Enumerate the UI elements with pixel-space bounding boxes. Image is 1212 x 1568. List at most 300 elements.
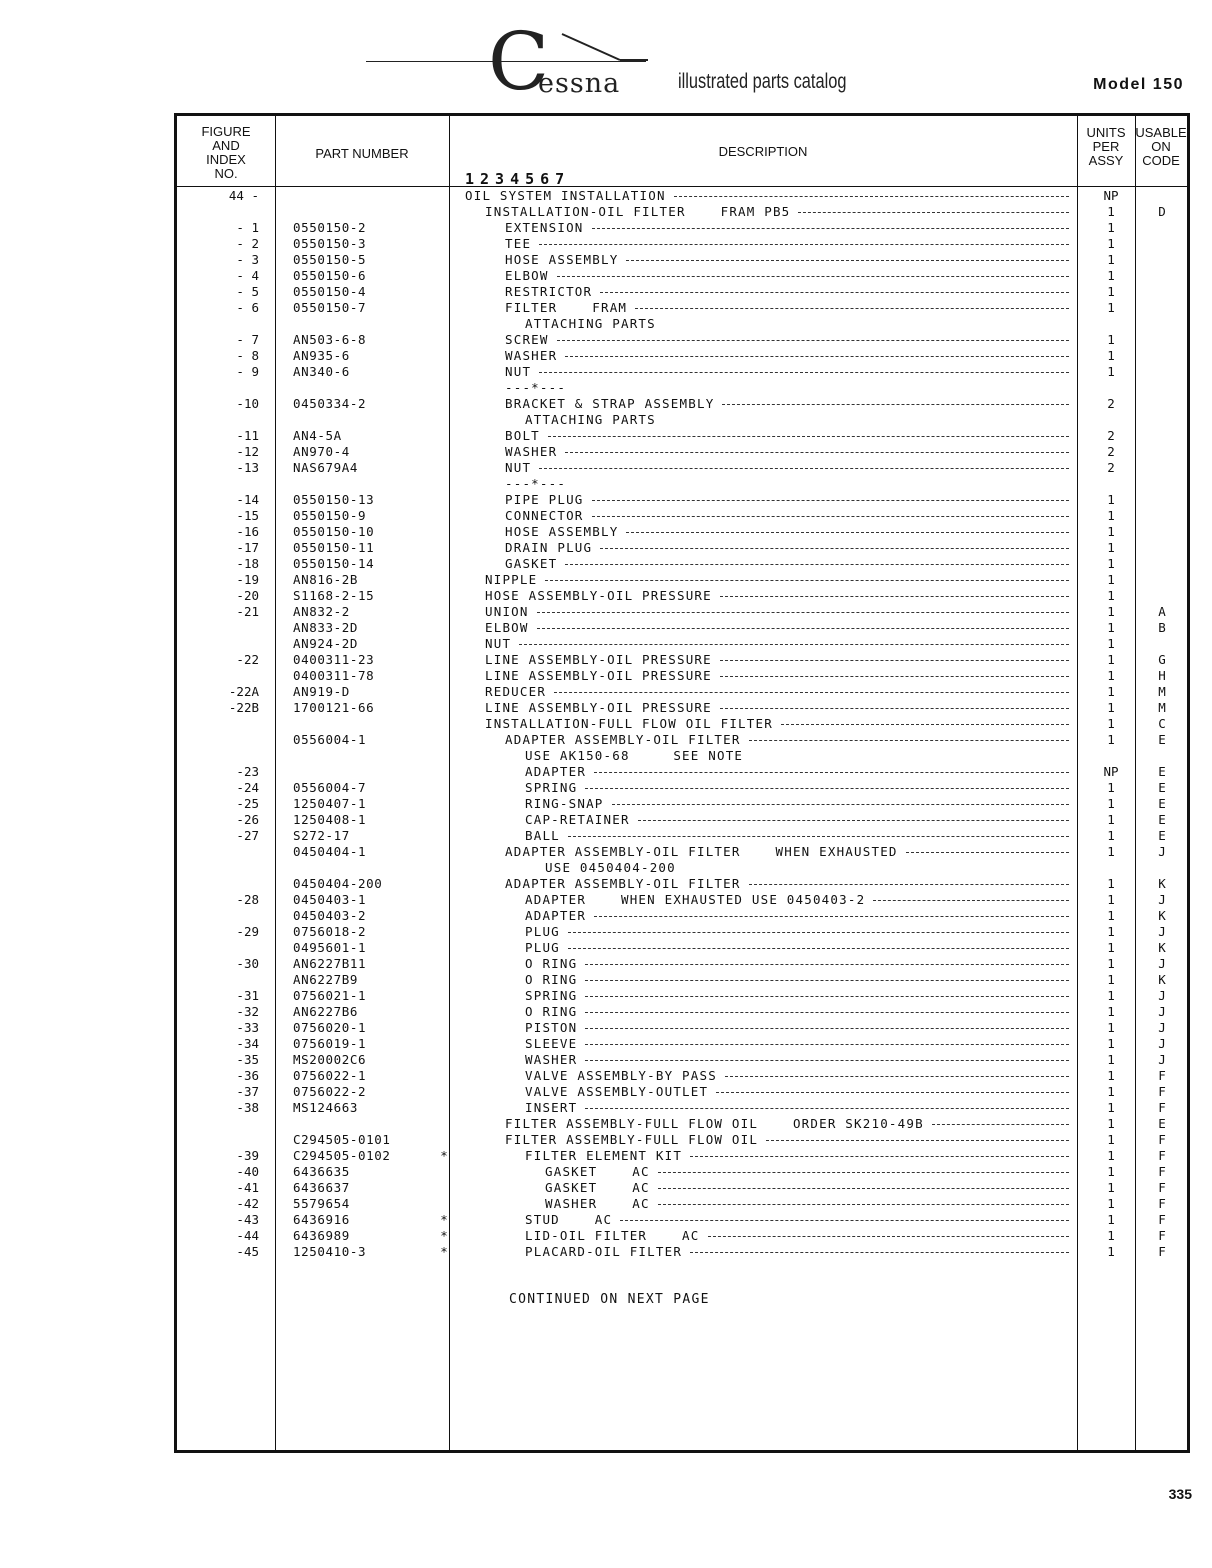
leader-dashes — [585, 788, 1069, 789]
header-line: ASSY — [1088, 153, 1124, 168]
table-row — [177, 380, 1187, 396]
usable-code: J — [1158, 924, 1166, 939]
usable-code: K — [1158, 908, 1166, 923]
description: WASHER AC — [545, 1196, 650, 1211]
description: WASHER — [505, 348, 558, 363]
units-per-assy: 1 — [1107, 588, 1115, 603]
leader-dashes — [565, 356, 1069, 357]
header-line: PER — [1092, 139, 1120, 154]
part-number: 1250407-1 — [293, 796, 367, 811]
usable-code: J — [1158, 1004, 1166, 1019]
description: RING-SNAP — [525, 796, 604, 811]
index-number: -40 — [236, 1164, 259, 1179]
index-number: -18 — [236, 556, 259, 571]
index-number: - 8 — [236, 348, 259, 363]
index-number: -14 — [236, 492, 259, 507]
part-number: MS124663 — [293, 1100, 359, 1115]
part-number: 0556004-1 — [293, 732, 367, 747]
leader-dashes — [658, 1204, 1069, 1205]
header-line: ON — [1151, 139, 1171, 154]
table-row — [177, 972, 1187, 988]
units-per-assy: 1 — [1107, 684, 1115, 699]
description: PLUG — [525, 940, 560, 955]
description: VALVE ASSEMBLY-BY PASS — [525, 1068, 717, 1083]
description: REDUCER — [485, 684, 547, 699]
index-number: -33 — [236, 1020, 259, 1035]
part-number: 6436637 — [293, 1180, 350, 1195]
units-per-assy: 1 — [1107, 844, 1115, 859]
part-number: 0550150-6 — [293, 268, 367, 283]
description: CAP-RETAINER — [525, 812, 630, 827]
table-row — [177, 876, 1187, 892]
part-number: 0550150-4 — [293, 284, 367, 299]
description: HOSE ASSEMBLY — [505, 252, 619, 267]
leader-dashes — [565, 452, 1069, 453]
description: FILTER ELEMENT KIT — [525, 1148, 683, 1163]
description: PLACARD-OIL FILTER — [525, 1244, 683, 1259]
leader-dashes — [638, 820, 1069, 821]
usable-code: J — [1158, 956, 1166, 971]
table-row — [177, 1100, 1187, 1116]
leader-dashes — [674, 196, 1069, 197]
leader-dashes — [798, 212, 1069, 213]
part-number: 0400311-23 — [293, 652, 375, 667]
part-number: 0550150-9 — [293, 508, 367, 523]
index-number: -42 — [236, 1196, 259, 1211]
description: NUT — [505, 364, 532, 379]
leader-dashes — [932, 1124, 1069, 1125]
description: BRACKET & STRAP ASSEMBLY — [505, 396, 715, 411]
units-per-assy: 1 — [1107, 556, 1115, 571]
table-row — [177, 748, 1187, 764]
table-row — [177, 348, 1187, 364]
header-line: USABLE — [1135, 125, 1187, 140]
catalog-title: illustrated parts catalog — [678, 70, 847, 93]
leader-dashes — [781, 724, 1069, 725]
units-per-assy: 1 — [1107, 492, 1115, 507]
units-per-assy: 1 — [1107, 972, 1115, 987]
table-row — [177, 252, 1187, 268]
model-label: Model 150 — [1093, 76, 1184, 93]
description: LID-OIL FILTER AC — [525, 1228, 700, 1243]
table-row — [177, 1084, 1187, 1100]
part-number: 0550150-3 — [293, 236, 367, 251]
usable-code: K — [1158, 876, 1166, 891]
indent-digits: 1234567 — [465, 170, 571, 188]
usable-code: M — [1158, 700, 1166, 715]
index-number: - 3 — [236, 252, 259, 267]
table-row — [177, 604, 1187, 620]
index-number: -11 — [236, 428, 259, 443]
table-row — [177, 780, 1187, 796]
description: HOSE ASSEMBLY-OIL PRESSURE — [485, 588, 712, 603]
part-number: AN6227B9 — [293, 972, 359, 987]
table-row — [177, 716, 1187, 732]
leader-dashes — [600, 548, 1069, 549]
leader-dashes — [716, 1092, 1069, 1093]
description: ELBOW — [505, 268, 549, 283]
description: GASKET — [505, 556, 558, 571]
usable-code: E — [1158, 828, 1166, 843]
leader-dashes — [635, 308, 1069, 309]
header-line: INDEX — [206, 152, 246, 167]
description: ELBOW — [485, 620, 529, 635]
units-per-assy: 1 — [1107, 524, 1115, 539]
part-number: 0550150-2 — [293, 220, 367, 235]
description: CONNECTOR — [505, 508, 584, 523]
leader-dashes — [749, 884, 1069, 885]
leader-dashes — [626, 260, 1069, 261]
units-per-assy: 1 — [1107, 1036, 1115, 1051]
leader-dashes — [612, 804, 1069, 805]
index-number: -38 — [236, 1100, 259, 1115]
part-number: NAS679A4 — [293, 460, 359, 475]
index-number: -35 — [236, 1052, 259, 1067]
description: INSERT — [525, 1100, 578, 1115]
header-line: FIGURE — [201, 124, 251, 139]
usable-code: F — [1158, 1196, 1166, 1211]
units-per-assy: 1 — [1107, 924, 1115, 939]
description: GASKET AC — [545, 1164, 650, 1179]
index-number: -28 — [236, 892, 259, 907]
index-number: -15 — [236, 508, 259, 523]
table-row — [177, 892, 1187, 908]
leader-dashes — [557, 276, 1069, 277]
description: PLUG — [525, 924, 560, 939]
index-number: -16 — [236, 524, 259, 539]
table-row — [177, 1116, 1187, 1132]
table-row — [177, 364, 1187, 380]
description: WASHER — [505, 444, 558, 459]
description: STUD AC — [525, 1212, 613, 1227]
leader-dashes — [720, 596, 1069, 597]
part-number: AN6227B11 — [293, 956, 367, 971]
table-row — [177, 1020, 1187, 1036]
star-marker: * — [440, 1228, 448, 1243]
part-number: 0556004-7 — [293, 780, 367, 795]
description: WASHER — [525, 1052, 578, 1067]
table-row — [177, 828, 1187, 844]
description: LINE ASSEMBLY-OIL PRESSURE — [485, 652, 712, 667]
units-per-assy: 1 — [1107, 1132, 1115, 1147]
units-per-assy: 1 — [1107, 300, 1115, 315]
leader-dashes — [585, 1012, 1069, 1013]
index-number: -17 — [236, 540, 259, 555]
logo-arrow-icon — [560, 30, 650, 66]
usable-code: E — [1158, 780, 1166, 795]
part-number: 0550150-14 — [293, 556, 375, 571]
units-per-assy: 1 — [1107, 636, 1115, 651]
usable-code: E — [1158, 796, 1166, 811]
units-per-assy: 1 — [1107, 1100, 1115, 1115]
description: ---*--- — [505, 380, 567, 395]
header-separator — [177, 186, 1187, 187]
description: FILTER FRAM — [505, 300, 628, 315]
table-row — [177, 316, 1187, 332]
index-number: -37 — [236, 1084, 259, 1099]
leader-dashes — [585, 996, 1069, 997]
leader-dashes — [658, 1188, 1069, 1189]
page-number: 335 — [1168, 1486, 1192, 1502]
usable-code: F — [1158, 1132, 1166, 1147]
leader-dashes — [539, 244, 1069, 245]
leader-dashes — [585, 1028, 1069, 1029]
parts-table — [174, 113, 1190, 1453]
leader-dashes — [626, 532, 1069, 533]
description: PISTON — [525, 1020, 578, 1035]
description: DRAIN PLUG — [505, 540, 593, 555]
leader-dashes — [720, 708, 1069, 709]
units-per-assy: 1 — [1107, 364, 1115, 379]
description: ATTACHING PARTS — [525, 412, 656, 427]
table-row — [177, 188, 1187, 204]
table-row — [177, 588, 1187, 604]
units-per-assy: 1 — [1107, 716, 1115, 731]
part-number: 6436989 — [293, 1228, 350, 1243]
part-number: 0450403-2 — [293, 908, 367, 923]
header-line: UNITS — [1086, 125, 1126, 140]
units-per-assy: 1 — [1107, 1244, 1115, 1259]
description: BALL — [525, 828, 560, 843]
table-row — [177, 1212, 1187, 1228]
usable-code: F — [1158, 1180, 1166, 1195]
units-per-assy: 1 — [1107, 1180, 1115, 1195]
index-number: -27 — [236, 828, 259, 843]
table-row — [177, 1132, 1187, 1148]
table-row — [177, 732, 1187, 748]
part-number: 0450404-200 — [293, 876, 383, 891]
units-per-assy: 1 — [1107, 540, 1115, 555]
table-row — [177, 1036, 1187, 1052]
units-per-assy: 1 — [1107, 1228, 1115, 1243]
leader-dashes — [594, 916, 1069, 917]
leader-dashes — [658, 1172, 1069, 1173]
table-row — [177, 1180, 1187, 1196]
units-per-assy: 1 — [1107, 252, 1115, 267]
table-row — [177, 460, 1187, 476]
index-number: -13 — [236, 460, 259, 475]
units-per-assy: 1 — [1107, 732, 1115, 747]
description: SCREW — [505, 332, 549, 347]
description: GASKET AC — [545, 1180, 650, 1195]
leader-dashes — [585, 980, 1069, 981]
leader-dashes — [906, 852, 1069, 853]
index-number: -29 — [236, 924, 259, 939]
description: VALVE ASSEMBLY-OUTLET — [525, 1084, 709, 1099]
table-row — [177, 1052, 1187, 1068]
description: ---*--- — [505, 476, 567, 491]
table-row — [177, 1068, 1187, 1084]
leader-dashes — [873, 900, 1069, 901]
part-number: AN970-4 — [293, 444, 350, 459]
leader-dashes — [725, 1076, 1069, 1077]
leader-dashes — [720, 676, 1069, 677]
part-number: 6436916 — [293, 1212, 350, 1227]
table-row — [177, 924, 1187, 940]
description: O RING — [525, 956, 578, 971]
index-number: -30 — [236, 956, 259, 971]
units-per-assy: 1 — [1107, 1196, 1115, 1211]
description: ADAPTER — [525, 764, 587, 779]
table-row — [177, 332, 1187, 348]
units-per-assy: 1 — [1107, 508, 1115, 523]
description: TEE — [505, 236, 532, 251]
part-number-column-header: PART NUMBER — [315, 146, 409, 161]
table-row — [177, 636, 1187, 652]
part-number: 0450403-1 — [293, 892, 367, 907]
units-per-assy: 1 — [1107, 812, 1115, 827]
table-row — [177, 412, 1187, 428]
usable-code: M — [1158, 684, 1166, 699]
table-row — [177, 956, 1187, 972]
units-per-assy: 2 — [1107, 396, 1115, 411]
leader-dashes — [585, 1044, 1069, 1045]
part-number: S1168-2-15 — [293, 588, 375, 603]
part-number: 5579654 — [293, 1196, 350, 1211]
index-number: - 4 — [236, 268, 259, 283]
leader-dashes — [565, 564, 1069, 565]
description: ADAPTER WHEN EXHAUSTED USE 0450403-2 — [525, 892, 866, 907]
index-number: -31 — [236, 988, 259, 1003]
index-number: - 1 — [236, 220, 259, 235]
table-row — [177, 204, 1187, 220]
description: BOLT — [505, 428, 540, 443]
index-number: -26 — [236, 812, 259, 827]
units-column-header — [1077, 126, 1135, 168]
index-number: - 9 — [236, 364, 259, 379]
index-number: -22B — [228, 700, 259, 715]
usable-code: K — [1158, 972, 1166, 987]
usable-code: F — [1158, 1244, 1166, 1259]
description: ADAPTER — [525, 908, 587, 923]
table-row — [177, 812, 1187, 828]
part-number: 0550150-11 — [293, 540, 375, 555]
table-row — [177, 444, 1187, 460]
description-column-header: DESCRIPTION — [718, 144, 808, 159]
table-row — [177, 268, 1187, 284]
usable-code: J — [1158, 1036, 1166, 1051]
units-per-assy: 1 — [1107, 988, 1115, 1003]
logo-initial: C — [488, 15, 550, 108]
table-row — [177, 540, 1187, 556]
leader-dashes — [585, 1108, 1069, 1109]
units-per-assy: 1 — [1107, 1084, 1115, 1099]
description: ATTACHING PARTS — [525, 316, 656, 331]
leader-dashes — [554, 692, 1069, 693]
star-marker: * — [440, 1244, 448, 1259]
index-number: -23 — [236, 764, 259, 779]
table-row — [177, 300, 1187, 316]
index-number: -41 — [236, 1180, 259, 1195]
usable-code: J — [1158, 988, 1166, 1003]
description: O RING — [525, 972, 578, 987]
part-number: AN503-6-8 — [293, 332, 367, 347]
units-per-assy: 1 — [1107, 892, 1115, 907]
part-number: 0495601-1 — [293, 940, 367, 955]
index-number: -22 — [236, 652, 259, 667]
leader-dashes — [766, 1140, 1069, 1141]
table-row — [177, 652, 1187, 668]
description: NUT — [485, 636, 512, 651]
leader-dashes — [568, 836, 1069, 837]
units-per-assy: 1 — [1107, 668, 1115, 683]
leader-dashes — [568, 948, 1069, 949]
units-per-assy: 1 — [1107, 652, 1115, 667]
leader-dashes — [568, 932, 1069, 933]
units-per-assy: 1 — [1107, 284, 1115, 299]
units-per-assy: NP — [1103, 188, 1119, 203]
index-number: - 6 — [236, 300, 259, 315]
leader-dashes — [592, 228, 1069, 229]
table-row — [177, 1004, 1187, 1020]
description: RESTRICTOR — [505, 284, 593, 299]
usable-code: E — [1158, 764, 1166, 779]
part-number: 0756020-1 — [293, 1020, 367, 1035]
leader-dashes — [519, 644, 1069, 645]
part-number: AN816-2B — [293, 572, 359, 587]
usable-code: F — [1158, 1148, 1166, 1163]
leader-dashes — [539, 468, 1069, 469]
table-row — [177, 236, 1187, 252]
description: USE 0450404-200 — [545, 860, 676, 875]
index-number: -10 — [236, 396, 259, 411]
header-line: NO. — [214, 166, 238, 181]
description: FILTER ASSEMBLY-FULL FLOW OIL ORDER SK210-49B — [505, 1116, 924, 1131]
usable-code: E — [1158, 812, 1166, 827]
part-number: 0756018-2 — [293, 924, 367, 939]
units-per-assy: 1 — [1107, 1052, 1115, 1067]
table-row — [177, 700, 1187, 716]
table-row — [177, 284, 1187, 300]
units-per-assy: 2 — [1107, 428, 1115, 443]
usable-code: J — [1158, 892, 1166, 907]
usable-code-column-header — [1135, 126, 1187, 168]
leader-dashes — [585, 964, 1069, 965]
table-row — [177, 684, 1187, 700]
usable-code: J — [1158, 1052, 1166, 1067]
index-number: -34 — [236, 1036, 259, 1051]
leader-dashes — [720, 660, 1069, 661]
description: ADAPTER ASSEMBLY-OIL FILTER WHEN EXHAUSTED — [505, 844, 898, 859]
part-number: 1700121-66 — [293, 700, 375, 715]
leader-dashes — [592, 516, 1069, 517]
table-row — [177, 396, 1187, 412]
header-line: CODE — [1142, 153, 1180, 168]
leader-dashes — [708, 1236, 1069, 1237]
usable-code: C — [1158, 716, 1166, 731]
leader-dashes — [545, 580, 1069, 581]
leader-dashes — [592, 500, 1069, 501]
usable-code: E — [1158, 732, 1166, 747]
part-number: 0550150-7 — [293, 300, 367, 315]
table-row — [177, 764, 1187, 780]
index-number: -45 — [236, 1244, 259, 1259]
header-line: AND — [212, 138, 240, 153]
index-number: -44 — [236, 1228, 259, 1243]
usable-code: F — [1158, 1084, 1166, 1099]
part-number: 0756022-2 — [293, 1084, 367, 1099]
table-row — [177, 508, 1187, 524]
index-number: - 5 — [236, 284, 259, 299]
units-per-assy: 1 — [1107, 348, 1115, 363]
leader-dashes — [548, 436, 1069, 437]
units-per-assy: 1 — [1107, 1164, 1115, 1179]
figure-column-header — [177, 125, 275, 181]
part-number: AN832-2 — [293, 604, 350, 619]
description: SPRING — [525, 780, 578, 795]
leader-dashes — [537, 628, 1069, 629]
units-per-assy: 1 — [1107, 332, 1115, 347]
